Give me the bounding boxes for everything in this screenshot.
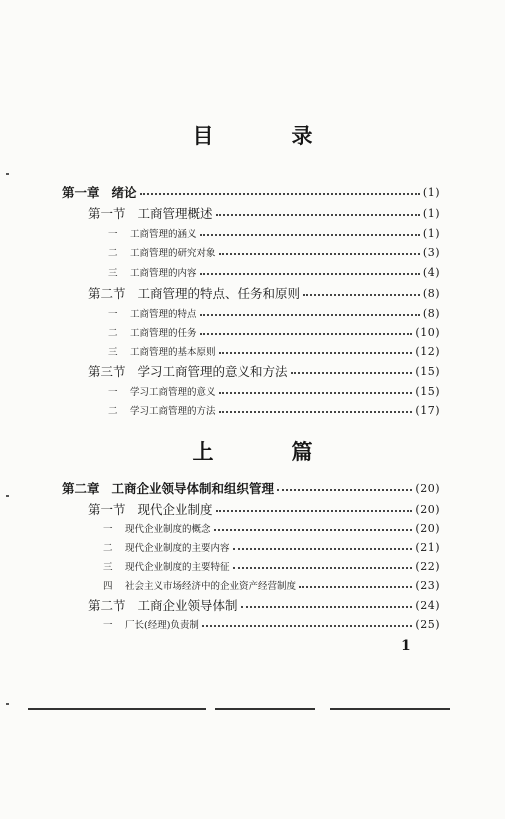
toc-entry-label [62,479,274,497]
toc-entry-page: (3) [422,245,440,259]
scan-mark [6,173,9,175]
toc-entry-label [108,265,197,279]
toc-entry-text: 社会主义市场经济中的企业资产经营制度 [125,581,297,592]
part-heading-right: 篇 [291,439,313,464]
toc-section-row [88,596,440,614]
toc-entry-number: 第三节 [88,364,126,379]
toc-entry-text: 工商管理的基本原则 [130,347,216,358]
toc-entry-label [88,284,300,302]
toc-entry-page: (15) [415,384,440,398]
toc-entry-text: 现代企业制度 [137,502,213,517]
scan-mark [6,703,9,705]
toc-entry-page: (4) [422,265,440,279]
bottom-rule-left [28,708,206,710]
toc-entry-label [103,578,296,592]
toc-entry-number: 第一节 [88,206,126,221]
toc-entry-label [108,403,216,417]
part-heading [0,436,505,466]
toc-item-row [103,615,440,633]
dot-leader [200,333,413,335]
toc-entry-number: 二 [108,406,118,417]
toc-item-row [108,243,440,261]
toc-entry-page: (8) [422,286,440,300]
toc-item-row [103,557,440,575]
toc-entry-label [88,500,213,518]
toc-entry-label [108,325,197,339]
toc-item-row [108,382,440,400]
toc-entry-text: 工商管理的特点、任务和原则 [137,286,301,301]
toc-item-row [103,576,440,594]
toc-item-row [108,304,440,322]
toc-entry-number: 第二节 [88,286,126,301]
toc-entry-text: 厂长(经理)负责制 [125,620,199,631]
toc-entry-page: (21) [415,540,440,554]
toc-entry-page: (10) [415,325,440,339]
toc-title [0,120,505,150]
toc-entry-page: (24) [415,598,440,612]
toc-entry-page: (1) [422,185,440,199]
toc-entry-number: 一 [103,620,113,631]
toc-entry-text: 绪论 [111,185,137,200]
dot-leader [233,567,413,569]
toc-chapter-row [62,479,440,497]
toc-entry-text: 现代企业制度的主要特征 [125,562,230,573]
toc-section-row [88,284,440,302]
toc-entry-page: (23) [415,578,440,592]
toc-entry-text: 学习工商管理的方法 [130,406,216,417]
toc-entry-text: 现代企业制度的概念 [125,524,211,535]
toc-item-row [108,342,440,360]
toc-entry-number: 一 [108,387,118,398]
toc-entry-label [108,306,197,320]
toc-entry-text: 工商企业领导体制和组织管理 [111,481,275,496]
toc-entry-number: 二 [103,543,113,554]
dot-leader [241,606,413,608]
toc-entry-text: 现代企业制度的主要内容 [125,543,230,554]
toc-section-row [88,500,440,518]
dot-leader [216,510,413,512]
toc-section-row [88,204,440,222]
toc-entry-number: 一 [108,229,118,240]
dot-leader [219,411,413,413]
toc-entry-label [108,384,216,398]
toc-entry-label [108,226,197,240]
toc-entry-page: (1) [422,206,440,220]
toc-entry-label [108,245,216,259]
toc-entry-page: (15) [415,364,440,378]
dot-leader [202,625,412,627]
toc-entry-number: 四 [103,581,113,592]
toc-entry-page: (12) [415,344,440,358]
dot-leader [277,489,412,491]
dot-leader [291,372,413,374]
toc-entry-text: 学习工商管理的意义 [130,387,216,398]
toc-entry-number: 一 [103,524,113,535]
toc-item-row [103,538,440,556]
toc-entry-text: 工商管理的研究对象 [130,248,216,259]
dot-leader [200,314,420,316]
toc-entry-label [103,559,230,573]
toc-chapter-row [62,183,440,201]
toc-entry-label [103,540,230,554]
toc-entry-label [88,596,238,614]
toc-entry-number: 第二章 [62,481,100,496]
toc-entry-page: (20) [415,481,440,495]
dot-leader [214,529,413,531]
bottom-rule-right [330,708,450,710]
part-heading-left: 上 [192,439,214,464]
dot-leader [303,294,420,296]
toc-entry-number: 第二节 [88,598,126,613]
toc-item-row [108,401,440,419]
toc-entry-text: 工商管理的内容 [130,268,197,279]
toc-entry-page: (17) [415,403,440,417]
toc-entry-label [103,521,211,535]
toc-entry-number: 三 [103,562,113,573]
toc-item-row [108,323,440,341]
toc-entry-label [62,183,137,201]
toc-entry-number: 第一节 [88,502,126,517]
toc-title-right: 录 [291,123,313,148]
toc-entry-page: (1) [422,226,440,240]
toc-entry-text: 工商管理的涵义 [130,229,197,240]
toc-entry-number: 二 [108,248,118,259]
toc-entry-text: 工商企业领导体制 [137,598,238,613]
toc-section-row [88,362,440,380]
dot-leader [200,234,420,236]
toc-entry-number: 一 [108,309,118,320]
toc-item-row [108,263,440,281]
toc-entry-page: (22) [415,559,440,573]
dot-leader [233,548,413,550]
toc-entry-label [103,617,199,631]
toc-entry-label [88,204,213,222]
toc-entry-page: (8) [422,306,440,320]
toc-title-left: 目 [192,123,214,148]
toc-entry-number: 二 [108,328,118,339]
toc-entry-label [108,344,216,358]
toc-entry-page: (25) [415,617,440,631]
toc-item-row [108,224,440,242]
toc-entry-label [88,362,288,380]
toc-entry-number: 三 [108,268,118,279]
toc-item-row [103,519,440,537]
toc-entry-text: 工商管理的任务 [130,328,197,339]
toc-entry-text: 工商管理概述 [137,206,213,221]
toc-entry-number: 三 [108,347,118,358]
dot-leader [219,253,420,255]
bottom-rule-middle [215,708,315,710]
dot-leader [219,392,413,394]
toc-entry-page: (20) [415,521,440,535]
page-number: 1 [401,638,411,654]
scan-mark [6,495,9,497]
toc-entry-text: 工商管理的特点 [130,309,197,320]
dot-leader [299,586,412,588]
dot-leader [219,352,413,354]
dot-leader [216,214,420,216]
toc-entry-page: (20) [415,502,440,516]
toc-entry-number: 第一章 [62,185,100,200]
dot-leader [140,193,420,195]
dot-leader [200,273,420,275]
toc-entry-text: 学习工商管理的意义和方法 [137,364,288,379]
